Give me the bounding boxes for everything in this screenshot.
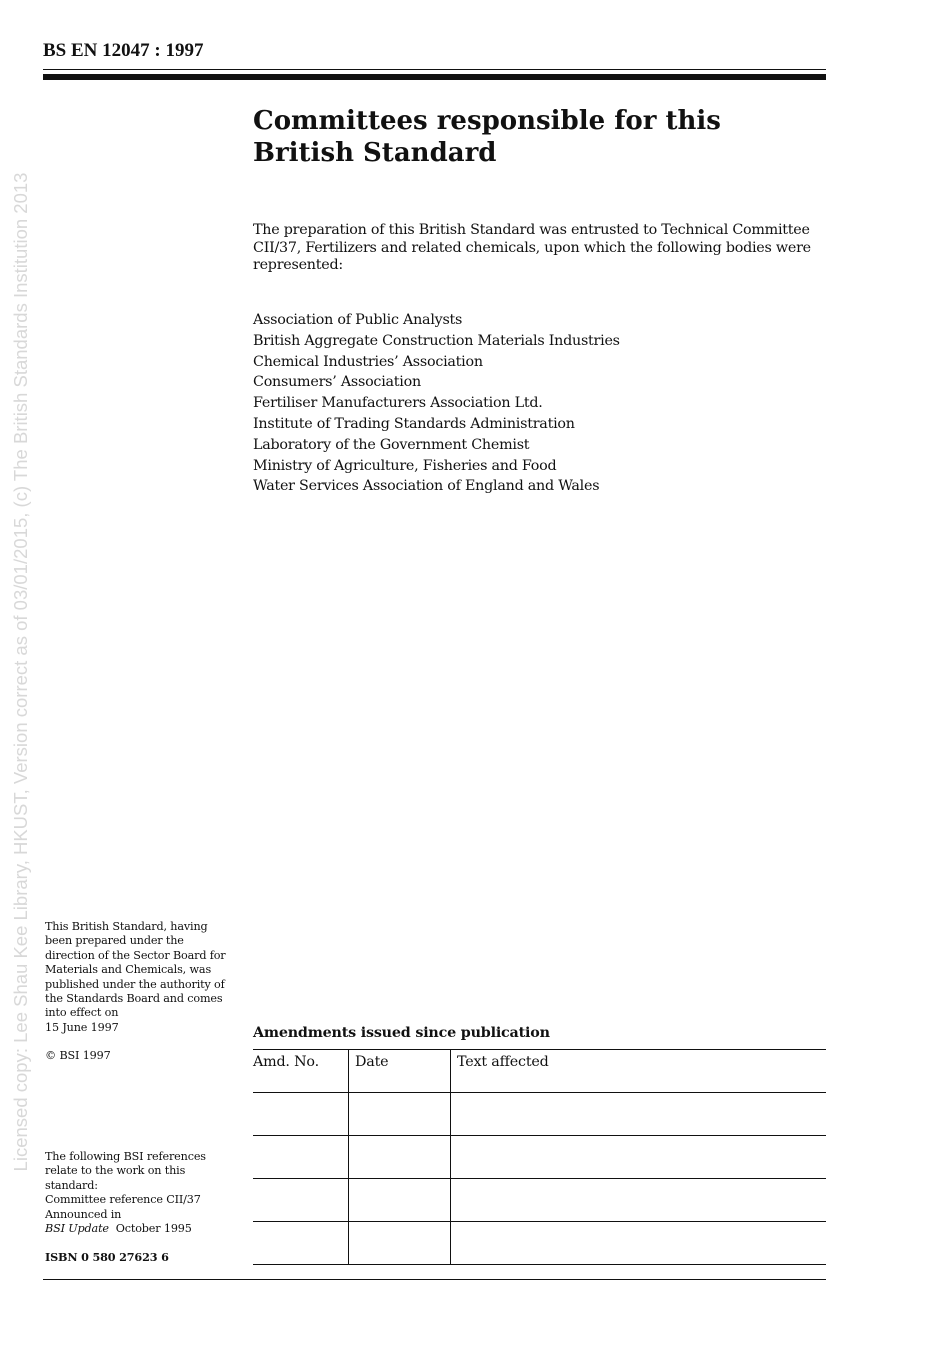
bsi-update-title: BSI Update [45,1222,109,1236]
column-header-text-affected: Text affected [451,1050,827,1093]
table-header-row [253,1050,826,1093]
table-cell [349,1179,451,1222]
license-watermark: Licensed copy: Lee Shau Kee Library, HKUST, Version correct as of 03/01/2015, (c) The British Standards Institution 2013 [10,172,31,1172]
header-thin-rule [43,69,826,70]
list-item: Fertiliser Manufacturers Association Ltd. [253,395,543,412]
note-line: been prepared under the [45,934,184,948]
footer-rule [43,1279,826,1280]
amendments-title: Amendments issued since publication [253,1025,550,1041]
document-id-header: BS EN 12047 : 1997 [43,40,204,61]
header-thick-rule [43,74,826,80]
column-header-date: Date [349,1050,451,1093]
publication-note [45,920,235,1035]
page-title-line-2: British Standard [253,138,497,168]
bsi-references [45,1150,235,1236]
note-line: the Standards Board and comes [45,992,223,1006]
amendments-table [253,1049,826,1265]
column-header-amd-no: Amd. No. [253,1050,349,1093]
note-line: direction of the Sector Board for [45,948,226,962]
table-cell [451,1093,827,1136]
table-row [253,1222,826,1265]
note-line: published under the authority of [45,977,225,991]
table-cell [349,1093,451,1136]
list-item: Ministry of Agriculture, Fisheries and Food [253,457,557,474]
note-line: Materials and Chemicals, was [45,963,212,977]
list-item: Association of Public Analysts [253,312,463,328]
table-cell [349,1136,451,1179]
reference-line: Committee reference CII/37 [45,1193,201,1207]
list-item: Laboratory of the Government Chemist [253,436,530,453]
table-cell [451,1136,827,1179]
intro-paragraph: The preparation of this British Standard was entrusted to Technical Committee CII/37, Fertilizers and related chemicals, upon which the following bodies were represented: [253,222,811,273]
table-cell [451,1179,827,1222]
table-cell [253,1093,349,1136]
table-cell [253,1136,349,1179]
table-row [253,1179,826,1222]
bsi-update-date: October 1995 [115,1222,192,1236]
represented-bodies-list [253,310,620,497]
reference-line: Announced in [45,1207,122,1221]
copyright-notice: © BSI 1997 [45,1049,111,1062]
note-line: 15 June 1997 [45,1020,119,1034]
table-cell [253,1179,349,1222]
table-cell [349,1222,451,1265]
list-item: Chemical Industries’ Association [253,353,483,370]
reference-line: relate to the work on this [45,1164,186,1178]
table-row [253,1136,826,1179]
reference-line: The following BSI references [45,1150,206,1163]
page-title-line-1: Committees responsible for this [253,106,721,136]
isbn: ISBN 0 580 27623 6 [45,1250,169,1264]
table-cell [451,1222,827,1265]
note-line: This British Standard, having [45,920,208,933]
list-item: Water Services Association of England and Wales [253,478,600,495]
table-cell [253,1222,349,1265]
page-title [253,105,721,169]
bsi-update-line [45,1222,235,1236]
list-item: Consumers’ Association [253,374,421,391]
reference-line: standard: [45,1178,98,1192]
list-item: Institute of Trading Standards Administration [253,415,575,432]
table-row [253,1093,826,1136]
list-item: British Aggregate Construction Materials Industries [253,332,620,349]
note-line: into effect on [45,1006,119,1020]
